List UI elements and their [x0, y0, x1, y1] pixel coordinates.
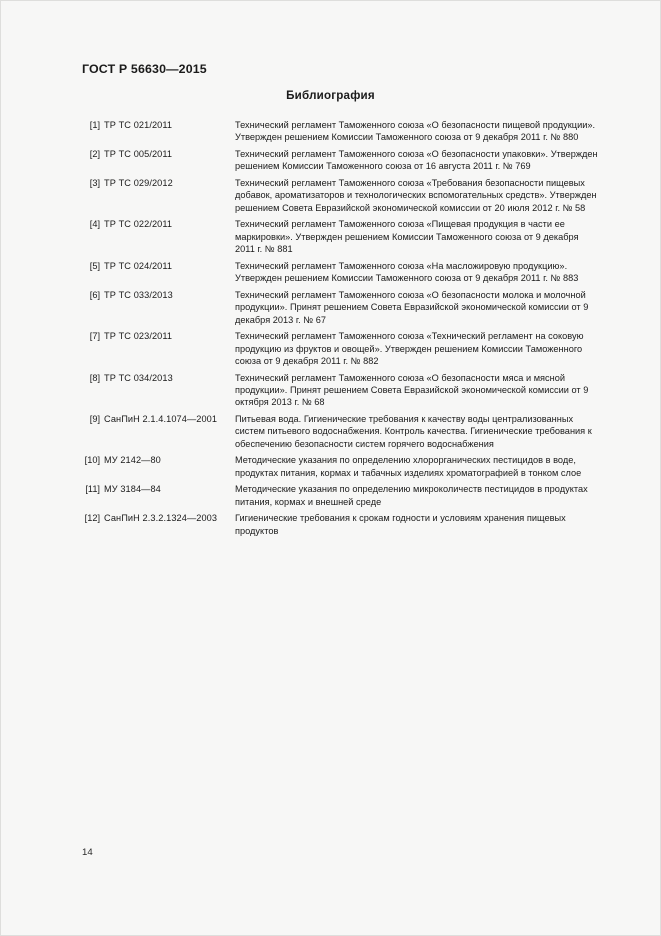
- bibliography-entry-number: [4]: [89, 219, 100, 230]
- bibliography-entry: [78, 148, 599, 173]
- bibliography-entry: [78, 289, 599, 326]
- bibliography-entry-number: [3]: [89, 178, 100, 188]
- bibliography-entry-number: [8]: [89, 372, 100, 383]
- bibliography-entry-code: МУ 3184—84: [104, 484, 161, 495]
- bibliography-entry: [78, 512, 599, 537]
- bibliography-entry-code: ТР ТС 034/2013: [104, 372, 173, 383]
- bibliography-entry-number: [2]: [89, 149, 100, 159]
- bibliography-entry-number: [12]: [84, 513, 100, 524]
- bibliography-entry: [78, 454, 599, 479]
- bibliography-entry: [78, 413, 599, 450]
- bibliography-entry-description: Технический регламент Таможенного союза «О безопасности молока и молочной продукции». Принят решением Совета Евразийской экономической комиссии от 9 декабря 2013 г. № 67: [235, 289, 589, 325]
- running-head-standard-number: ГОСТ Р 56630—2015: [82, 62, 207, 76]
- bibliography-entry-code: ТР ТС 024/2011: [104, 260, 173, 271]
- bibliography-entry-code: ТР ТС 023/2011: [104, 331, 173, 342]
- bibliography-entry: [78, 119, 599, 144]
- bibliography-entry-number: [1]: [89, 120, 100, 130]
- bibliography-entry-description: Гигиенические требования к срокам годности и условиям хранения пищевых продуктов: [235, 513, 566, 536]
- bibliography-entry: [78, 218, 599, 255]
- section-title-bibliography: Библиография: [286, 89, 375, 102]
- bibliography-entry-description: Технический регламент Таможенного союза «Пищевая продукция в части ее маркировки». Утвержден решением Комиссии Таможенного союза от 9 декабря 2011 г. № 881: [235, 219, 579, 255]
- bibliography-entry-number: [9]: [89, 414, 100, 425]
- bibliography-entry-code: ТР ТС 005/2011: [104, 149, 173, 159]
- bibliography-entry-code: ТР ТС 029/2012: [104, 178, 173, 188]
- bibliography-entry-code: СанПиН 2.1.4.1074—2001: [104, 414, 218, 425]
- bibliography-entry-code: ТР ТС 033/2013: [104, 289, 173, 300]
- bibliography-entry-description: Методические указания по определению хлорорганических пестицидов в воде, продуктах питания, кормах и табачных изделиях хроматографией в тонком слое: [235, 455, 582, 478]
- bibliography-entry-description: Питьевая вода. Гигиенические требования к качеству воды централизованных систем питьевого водоснабжения. Контроль качества. Гигиенические требования к обеспечению безопасности систем горячего водоснабжения: [235, 414, 592, 449]
- bibliography-entry: [78, 177, 599, 214]
- bibliography-entry: [78, 330, 599, 367]
- bibliography-entry-code: СанПиН 2.3.2.1324—2003: [104, 513, 218, 524]
- bibliography-entry-code: ТР ТС 021/2011: [104, 120, 173, 130]
- bibliography-entry-number: [11]: [85, 484, 100, 495]
- bibliography-list: [78, 119, 599, 541]
- bibliography-entry-number: [10]: [84, 455, 100, 466]
- bibliography-entry-number: [5]: [89, 260, 100, 271]
- bibliography-entry-number: [7]: [89, 331, 100, 342]
- bibliography-entry-description: Технический регламент Таможенного союза «О безопасности упаковки». Утвержден решением Комиссии Таможенного союза от 16 августа 2011 г. № 769: [235, 149, 598, 172]
- bibliography-entry-description: Технический регламент Таможенного союза «Технический регламент на соковую продукцию из фруктов и овощей». Утвержден решением Комиссии Таможенного союза от 9 декабря 2011 г. № 882: [235, 331, 584, 367]
- bibliography-entry-description: Методические указания по определению микроколичеств пестицидов в продуктах питания, кормах и внешней среде: [235, 484, 588, 507]
- bibliography-entry-number: [6]: [89, 289, 100, 300]
- bibliography-entry: [78, 372, 599, 409]
- bibliography-entry-code: МУ 2142—80: [104, 455, 161, 466]
- page-number: 14: [82, 847, 93, 858]
- bibliography-entry-code: ТР ТС 022/2011: [104, 219, 173, 230]
- bibliography-entry-description: Технический регламент Таможенного союза «На масложировую продукцию». Утвержден решением Комиссии Таможенного союза от 9 декабря 2011 г. № 883: [235, 260, 579, 284]
- bibliography-entry-description: Технический регламент Таможенного союза «Требования безопасности пищевых добавок, ароматизаторов и технологических вспомогательных средств». Утвержден решением Совета Евразийской экономической комиссии от 20 июля 2012 г. № 58: [235, 178, 597, 213]
- bibliography-entry-description: Технический регламент Таможенного союза «О безопасности мяса и мясной продукции». Принят решением Совета Евразийской экономической комиссии от 9 октября 2013 г. № 68: [235, 372, 589, 408]
- bibliography-entry: [78, 483, 599, 508]
- bibliography-entry: [78, 260, 599, 285]
- bibliography-entry-description: Технический регламент Таможенного союза «О безопасности пищевой продукции». Утвержден решением Комиссии Таможенного союза от 9 декабря 2011 г. № 880: [235, 120, 596, 143]
